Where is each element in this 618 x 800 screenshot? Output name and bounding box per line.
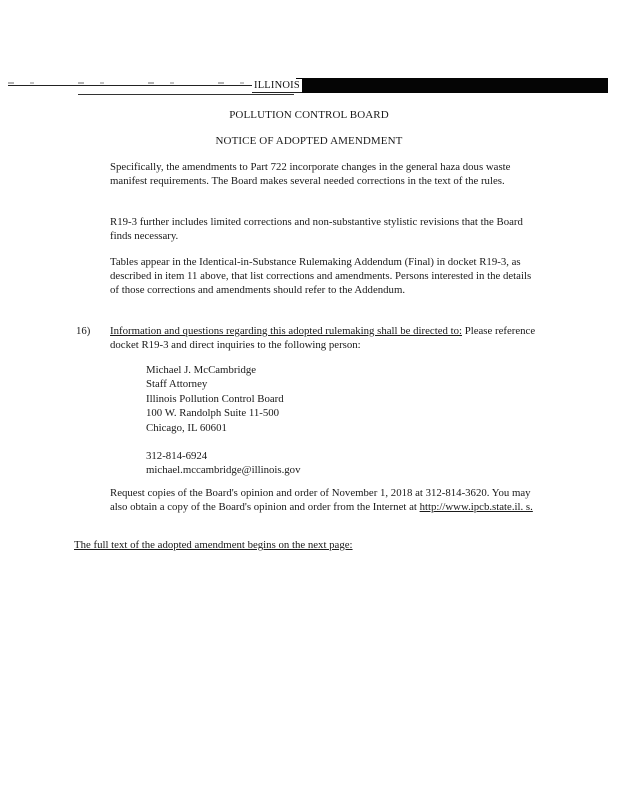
item-16-rest: Please reference docket R19-3 and direct inquiries to the following person: [110, 325, 536, 351]
contact-name: Michael J. McCambridge [146, 364, 257, 376]
closing-line: The full text of the adopted amendment begins on the next page: [74, 539, 353, 551]
item-16-heading: Information and questions regarding this adopted rulemaking shall be directed to: [110, 325, 463, 337]
contact-city: Chicago, IL 60601 [146, 421, 227, 434]
request-paragraph [110, 486, 540, 514]
paragraph-amendments: Specifically, the amendments to Part 722 incorporate changes in the general haza dous waste manifest requirements. The Board makes several needed corrections in the text of the rules. [110, 161, 511, 187]
request-text: Request copies of the Board's opinion and order of November 1, 2018 at 312-814-3620. You may also obtain a copy of the Board's opinion and order from the Internet at [110, 487, 531, 513]
contact-organization: Illinois Pollution Control Board [146, 392, 284, 405]
header-state-name: ILLINOIS [254, 80, 300, 91]
contact-spacer [146, 435, 300, 449]
paragraph-tables: Tables appear in the Identical-in-Substance Rulemaking Addendum (Final) in docket R19-3, as described in item 11 above, that list corrections and amendments. Persons interested in the details of those corrections and amendments should refer to the Addendum. [110, 256, 532, 296]
item-number: 16) [76, 325, 91, 337]
paragraph-corrections: R19-3 further includes limited corrections and non-substantive stylistic revisions that the Board finds necessary. [110, 216, 523, 242]
notice-title: NOTICE OF ADOPTED AMENDMENT [215, 135, 403, 147]
contact-phone: 312-814-6924 [146, 450, 208, 463]
contact-street: 100 W. Randolph Suite 11-500 [146, 407, 280, 420]
contact-email[interactable]: michael.mccambridge@illinois.gov [146, 464, 301, 477]
board-title: POLLUTION CONTROL BOARD [229, 109, 389, 121]
contact-block [146, 363, 300, 478]
website-link[interactable]: http://www.ipcb.state.il. s. [419, 501, 533, 513]
header-underline [78, 94, 294, 95]
item-16-text [110, 324, 540, 352]
contact-title: Staff Attorney [146, 378, 208, 391]
header-black-bar [296, 78, 608, 93]
